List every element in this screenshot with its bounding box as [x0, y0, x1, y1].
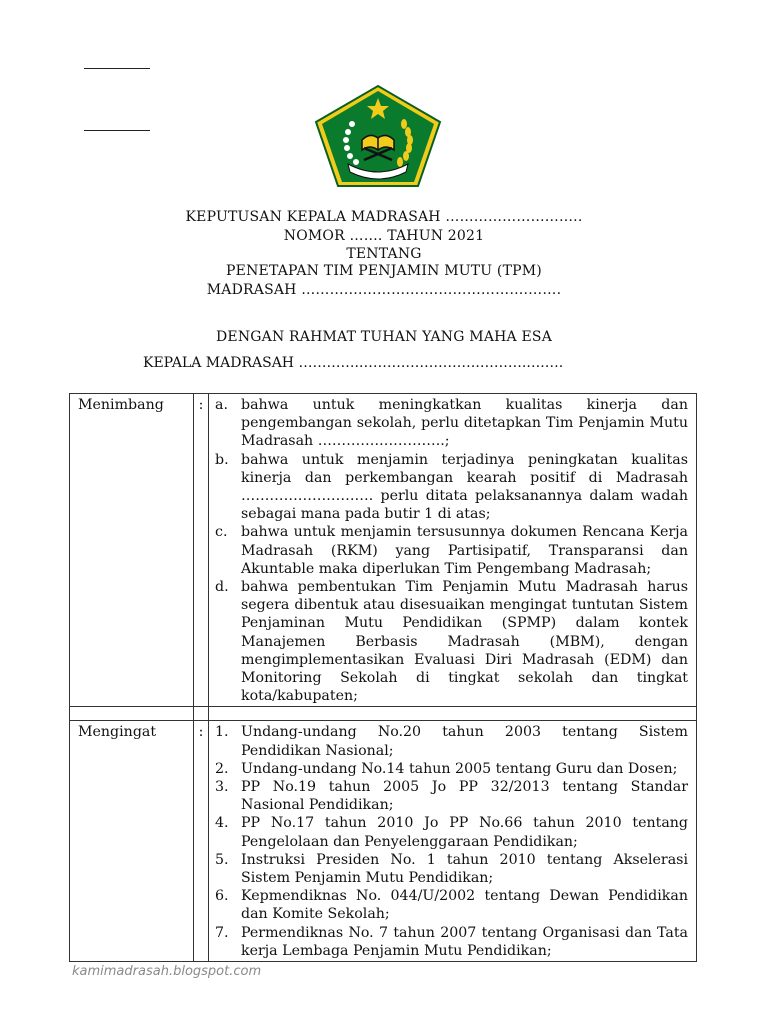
mengingat-content [209, 721, 697, 962]
kepala-madrasah-line: KEPALA MADRASAH ………….……….…………….……….….…. [143, 355, 564, 371]
list-item [215, 396, 688, 451]
mengingat-colon: : [194, 721, 209, 962]
decree-title: KEPUTUSAN KEPALA MADRASAH ……………………….. [185, 209, 583, 225]
item-text: bahwa pembentukan Tim Penjamin Mutu Madrasah harus segera dibentuk atau disesuaikan mengingat tuntutan Sistem Penjaminan Mutu Pendidikan (SPMP) dalam kontek Manajemen Berbasis Madrasah (MBM), dengan mengimplementasikan Evaluasi Diri Madrasah (EDM) dan Monitoring Sekolah di tingkat sekolah dan tingkat kota/kabupaten; [241, 579, 688, 705]
item-text: Kepmendiknas No. 044/U/2002 tentang Dewan Pendidikan dan Komite Sekolah; [241, 888, 688, 923]
item-text: Instruksi Presiden No. 1 tahun 2010 tentang Akselerasi Sistem Penjamin Mutu Pendidikan; [241, 851, 688, 887]
menimbang-label: Menimbang [70, 394, 194, 707]
list-item [215, 523, 688, 578]
item-marker: 2. [215, 760, 229, 777]
decree-table [69, 393, 697, 962]
item-marker: 3. [215, 779, 229, 796]
item-text: PP No.19 tahun 2005 Jo PP 32/2013 tentang Standar Nasional Pendidikan; [241, 779, 688, 814]
item-text: bahwa untuk menjamin tersusunnya dokumen Rencana Kerja Madrasah (RKM) yang Partisipatif, Transparansi dan Akuntable maka diperlukan Tim Pengembang Madrasah; [241, 524, 688, 577]
spacer-cell [70, 707, 194, 721]
item-marker: 6. [215, 888, 229, 905]
item-marker: 5. [215, 851, 229, 868]
item-marker: 7. [215, 924, 229, 941]
item-text: Undang-undang No.14 tahun 2005 tentang Guru dan Dosen; [241, 760, 678, 777]
blessing-line: DENGAN RAHMAT TUHAN YANG MAHA ESA [215, 329, 553, 345]
spacer-cell [209, 707, 697, 721]
menimbang-row [70, 394, 697, 707]
item-marker: b. [215, 451, 229, 468]
footer-watermark: kamimadrasah.blogspot.com [72, 964, 262, 979]
list-item [215, 578, 688, 705]
menimbang-colon: : [194, 394, 209, 707]
header-line-top [84, 68, 150, 69]
list-item [215, 924, 688, 960]
decree-madrasah: MADRASAH ……….……………….……………….……. [206, 282, 562, 298]
list-item [215, 887, 688, 923]
mengingat-label: Mengingat [70, 721, 194, 962]
item-marker: c. [215, 524, 228, 541]
list-item [215, 851, 688, 887]
spacer-row [70, 707, 697, 721]
list-item [215, 451, 688, 524]
item-text: PP No.17 tahun 2010 Jo PP No.66 tahun 2010 tentang Pengelolaan dan Penyelenggaraan Pendidikan; [241, 815, 688, 850]
decree-number: NOMOR ……. TAHUN 2021 [283, 228, 485, 244]
kemenag-logo [314, 84, 442, 188]
list-item [215, 778, 688, 814]
menimbang-content [209, 394, 697, 707]
mengingat-row [70, 721, 697, 962]
item-marker: 4. [215, 815, 229, 832]
item-text: Undang-undang No.20 tahun 2003 tentang Sistem Pendidikan Nasional; [241, 724, 688, 759]
item-text: bahwa untuk menjamin terjadinya peningkatan kualitas kinerja dan perkembangan kearah positif di Madrasah ………………………. perlu ditata pelaksanannya dalam wadah sebagai mana pada butir 1 di atas; [241, 451, 688, 523]
spacer-cell [194, 707, 209, 721]
list-item [215, 723, 688, 759]
item-text: bahwa untuk meningkatkan kualitas kinerja dan pengembangan sekolah, perlu ditetapkan Tim Penjamin Mutu Madrasah ………….…………..; [241, 397, 688, 450]
item-marker: a. [215, 397, 228, 413]
list-item [215, 760, 688, 778]
header-line-bottom [84, 130, 150, 131]
item-marker: 1. [215, 724, 229, 741]
list-item [215, 814, 688, 850]
decree-subject: PENETAPAN TIM PENJAMIN MUTU (TPM) [226, 263, 542, 279]
item-text: Permendiknas No. 7 tahun 2007 tentang Organisasi dan Tata kerja Lembaga Penjamin Mutu Pendidikan; [241, 924, 688, 959]
decree-tentang: TENTANG [346, 246, 422, 262]
item-marker: d. [215, 579, 229, 596]
